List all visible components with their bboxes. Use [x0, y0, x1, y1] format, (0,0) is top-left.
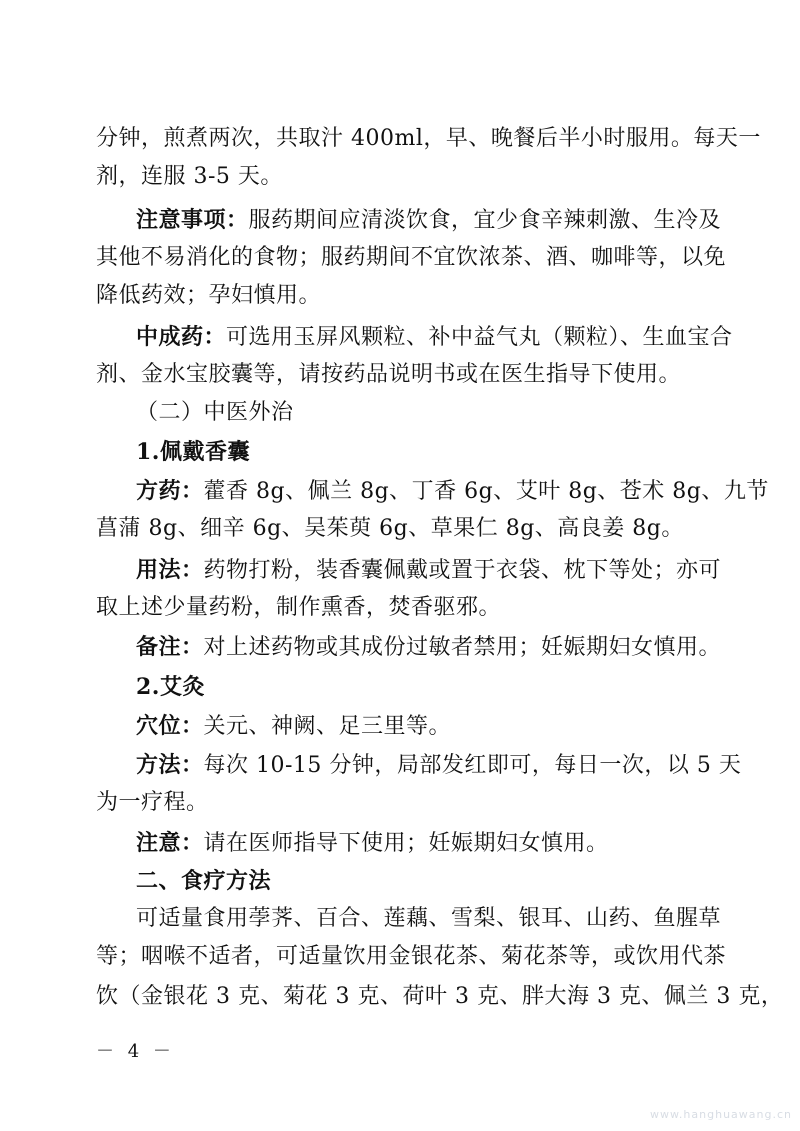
line-text: 藿香 8g、佩兰 8g、丁香 6g、艾叶 8g、苍术 8g、九节 — [203, 479, 769, 504]
label-usage: 用法： — [136, 557, 204, 583]
paragraph-line — [136, 711, 708, 742]
paragraph-line — [96, 243, 727, 273]
paragraph-line — [96, 788, 708, 818]
line-text: 服药期间应清淡饮食，宜少食辛辣刺激、生冷及 — [248, 208, 722, 233]
line-text: 取上述少量药粉，制作熏香，焚香驱邪。 — [96, 595, 502, 620]
line-text: 饮（金银花 3 克、菊花 3 克、荷叶 3 克、胖大海 3 克、佩兰 3 克， — [96, 984, 784, 1009]
line-text: 请在医师指导下使用；妊娠期妇女慎用。 — [203, 831, 609, 856]
heading-text: （二）中医外治 — [136, 400, 294, 425]
paragraph-line — [136, 632, 722, 663]
subsection-heading — [136, 437, 708, 467]
line-text: 药物打粉，装香囊佩戴或置于衣袋、枕下等处；亦可 — [203, 558, 722, 583]
line-text: 每次 10-15 分钟，局部发红即可，每日一次，以 5 天 — [203, 753, 742, 778]
line-text: 等；咽喉不适者，可适量饮用金银花茶、菊花茶等，或饮用代茶 — [96, 944, 727, 969]
heading-text: 2.艾灸 — [136, 674, 205, 700]
paragraph-line — [136, 205, 722, 236]
heading-text: 1.佩戴香囊 — [136, 439, 250, 465]
line-text: 降低药效；孕妇慎用。 — [96, 283, 322, 308]
paragraph-line — [136, 828, 708, 859]
heading-text: 二、食疗方法 — [136, 868, 272, 894]
line-text: 剂，连服 3-5 天。 — [96, 164, 283, 189]
line-text: 对上述药物或其成份过敏者禁用；妊娠期妇女慎用。 — [203, 635, 722, 660]
label-patent-medicine: 中成药： — [136, 324, 227, 350]
line-text: 剂、金水宝胶囊等，请按药品说明书或在医生指导下使用。 — [96, 362, 682, 387]
line-text: 关元、神阙、足三里等。 — [203, 714, 452, 739]
paragraph-line — [136, 750, 742, 781]
label-precautions: 注意事项： — [136, 207, 249, 233]
page-number: － 4 － — [96, 1041, 175, 1062]
line-text: 其他不易消化的食物；服药期间不宜饮浓茶、酒、咖啡等，以免 — [96, 245, 727, 270]
line-text: 为一疗程。 — [96, 790, 209, 815]
watermark: www.hanghuawang.cn — [649, 1108, 792, 1121]
paragraph-line — [96, 514, 708, 544]
paragraph-line — [96, 124, 761, 154]
paragraph-line — [96, 593, 708, 623]
paragraph-line — [136, 322, 733, 353]
paragraph-line — [96, 360, 708, 390]
paragraph-line — [96, 942, 727, 972]
line-text: 菖蒲 8g、细辛 6g、吴茱萸 6g、草果仁 8g、高良姜 8g。 — [96, 516, 684, 541]
section-heading — [136, 866, 708, 896]
paragraph-line — [96, 281, 708, 311]
label-prescription: 方药： — [136, 478, 204, 504]
paragraph-line — [136, 476, 769, 507]
paragraph-line — [136, 555, 722, 586]
subsection-heading — [136, 672, 708, 702]
paragraph-line — [96, 982, 784, 1012]
paragraph-line — [96, 162, 708, 192]
label-method: 方法： — [136, 752, 204, 778]
label-remarks: 备注： — [136, 634, 204, 660]
paragraph-line — [136, 904, 722, 934]
label-acupoints: 穴位： — [136, 713, 204, 739]
section-heading — [136, 398, 708, 428]
line-text: 分钟，煎煮两次，共取汁 400ml，早、晚餐后半小时服用。每天一 — [96, 126, 761, 151]
line-text: 可适量食用荸荠、百合、莲藕、雪梨、银耳、山药、鱼腥草 — [136, 906, 722, 931]
label-note: 注意： — [136, 830, 204, 856]
line-text: 可选用玉屏风颗粒、补中益气丸（颗粒）、生血宝合 — [226, 325, 733, 350]
